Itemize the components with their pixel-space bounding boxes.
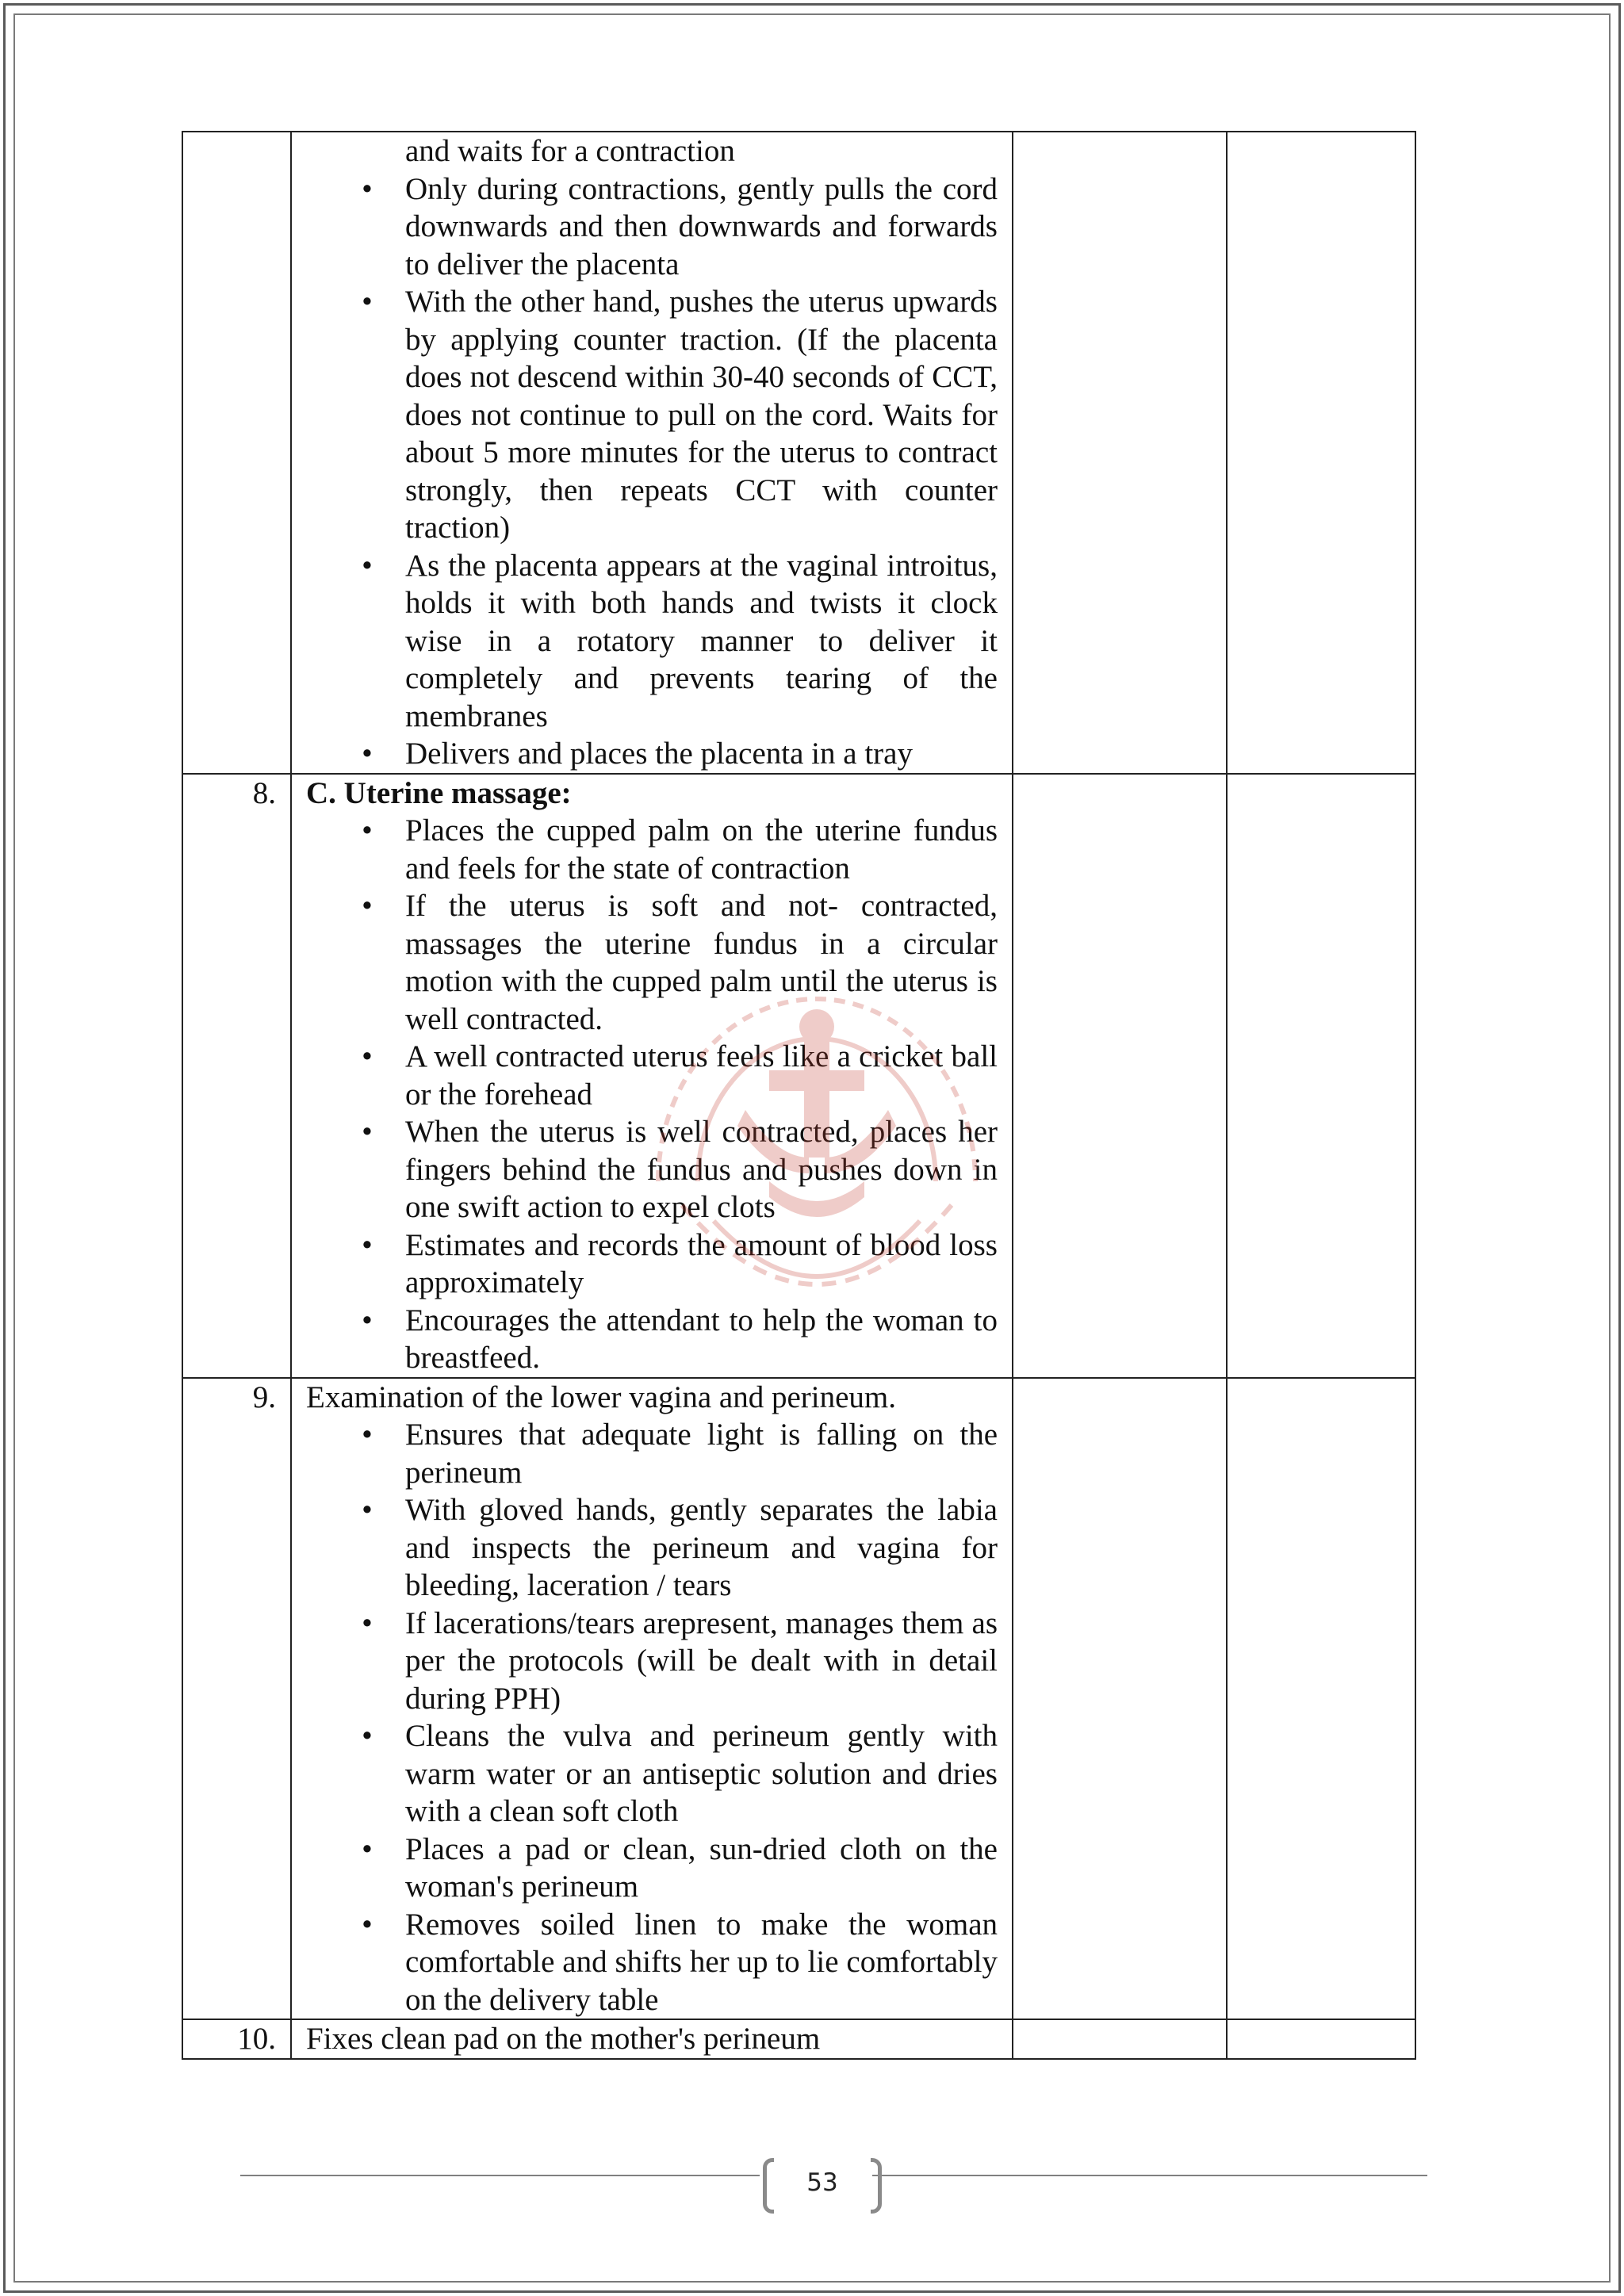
bullet-list [306,170,998,773]
list-item-text: With gloved hands, gently separates the labia and inspects the perineum and vagina for bleeding, laceration / tears [405,1493,998,1602]
list-item-text: If lacerations/tears arepresent, manages them as per the protocols (will be dealt with in detail during PPH) [405,1605,998,1716]
bullet-icon: • [362,285,373,319]
list-item-text: Places a pad or clean, sun-dried cloth on the woman's perineum [405,1831,998,1904]
list-item [306,1226,998,1302]
list-item-text: Ensures that adequate light is falling on the perineum [405,1418,998,1490]
continuation-text: and waits for a contraction [405,134,735,168]
list-item [306,1491,998,1605]
list-item [306,170,998,284]
list-item [306,735,998,773]
step-number: 9. [252,1380,276,1414]
remarks-cell[interactable] [1227,132,1415,774]
step-text-cell [291,1378,1013,2020]
step-heading: C. Uterine massage: [306,775,572,810]
list-item-text: As the placenta appears at the vaginal introitus, holds it with both hands and twists it clock wise in a rotatory manner to deliver it completely and prevents tearing of the membranes [405,548,998,733]
step-number: 10. [237,2022,276,2056]
procedure-checklist-table [182,131,1416,2060]
list-item [306,547,998,736]
step-text-cell [291,132,1013,774]
list-item-text: When the uterus is well contracted, places her fingers behind the fundus and pushes down in one swift action to expel clots [405,1115,998,1224]
bullet-icon: • [362,1493,373,1527]
bullet-icon: • [362,548,373,583]
table-row [182,774,1415,1378]
remarks-cell[interactable] [1227,1378,1415,2020]
list-item [306,1605,998,1718]
list-item-text: Encourages the attendant to help the woman to breastfeed. [405,1303,998,1375]
remarks-cell[interactable] [1227,774,1415,1378]
bullet-icon: • [362,813,373,848]
list-item [306,1416,998,1491]
step-text-cell [291,774,1013,1378]
bullet-icon: • [362,1605,373,1640]
step-number-cell [182,774,291,1378]
list-item-text: Removes soiled linen to make the woman comfortable and shifts her up to lie comfortably on the delivery table [405,1907,998,2017]
table-row [182,2019,1415,2059]
bullet-icon: • [362,1227,373,1262]
bullet-icon: • [362,889,373,923]
list-item-text: Estimates and records the amount of blood loss approximately [405,1227,998,1299]
list-item-text: A well contracted uterus feels like a cricket ball or the forehead [405,1039,998,1112]
list-item-text: Delivers and places the placenta in a tray [405,737,913,771]
list-item [306,1302,998,1377]
page-number-bracket-right [871,2158,882,2214]
score-cell[interactable] [1013,1378,1227,2020]
table-row [182,132,1415,774]
footer-rule-right [872,2175,1427,2176]
bullet-icon: • [362,171,373,206]
step-number-cell [182,2019,291,2059]
score-cell[interactable] [1013,2019,1227,2059]
bullet-icon: • [362,1303,373,1337]
table-row [182,1378,1415,2020]
page-number-bracket-left [763,2158,774,2214]
step-number-cell [182,1378,291,2020]
list-item-text: Only during contractions, gently pulls the cord downwards and then downwards and forwards to deliver the placenta [405,171,998,281]
bullet-list [306,812,998,1377]
list-item [306,1906,998,2019]
bullet-icon: • [362,737,373,771]
step-text-cell [291,2019,1013,2059]
bullet-icon: • [362,1039,373,1073]
list-item [306,1038,998,1113]
step-number: 8. [252,775,276,810]
score-cell[interactable] [1013,132,1227,774]
step-heading: Examination of the lower vagina and perineum. [306,1380,897,1414]
page-number: 53 [806,2168,838,2197]
list-item [306,1113,998,1226]
bullet-icon: • [362,1719,373,1753]
list-item [306,1717,998,1831]
remarks-cell[interactable] [1227,2019,1415,2059]
bullet-icon: • [362,1831,373,1866]
list-item [306,1831,998,1906]
list-item-text: If the uterus is soft and not- contracted, massages the uterine fundus in a circular motion with the cupped palm until the uterus is well contracted. [405,889,998,1036]
list-item [306,283,998,547]
step-heading: Fixes clean pad on the mother's perineum [306,2022,821,2056]
bullet-icon: • [362,1115,373,1149]
list-item-text: With the other hand, pushes the uterus upwards by applying counter traction. (If the placenta does not descend within 30-40 seconds of CCT, does not continue to pull on the cord. Waits for about 5 more minutes for the uterus to contract strongly, then repeats CCT with counter traction) [405,285,998,545]
list-item [306,887,998,1038]
list-item-text: Places the cupped palm on the uterine fundus and feels for the state of contraction [405,813,998,886]
score-cell[interactable] [1013,774,1227,1378]
bullet-icon: • [362,1907,373,1942]
step-number-cell [182,132,291,774]
list-item [306,812,998,887]
list-item-text: Cleans the vulva and perineum gently with warm water or an antiseptic solution and dries with a clean soft cloth [405,1719,998,1828]
bullet-icon: • [362,1418,373,1452]
bullet-list [306,1416,998,2019]
footer-rule-left [240,2175,760,2176]
